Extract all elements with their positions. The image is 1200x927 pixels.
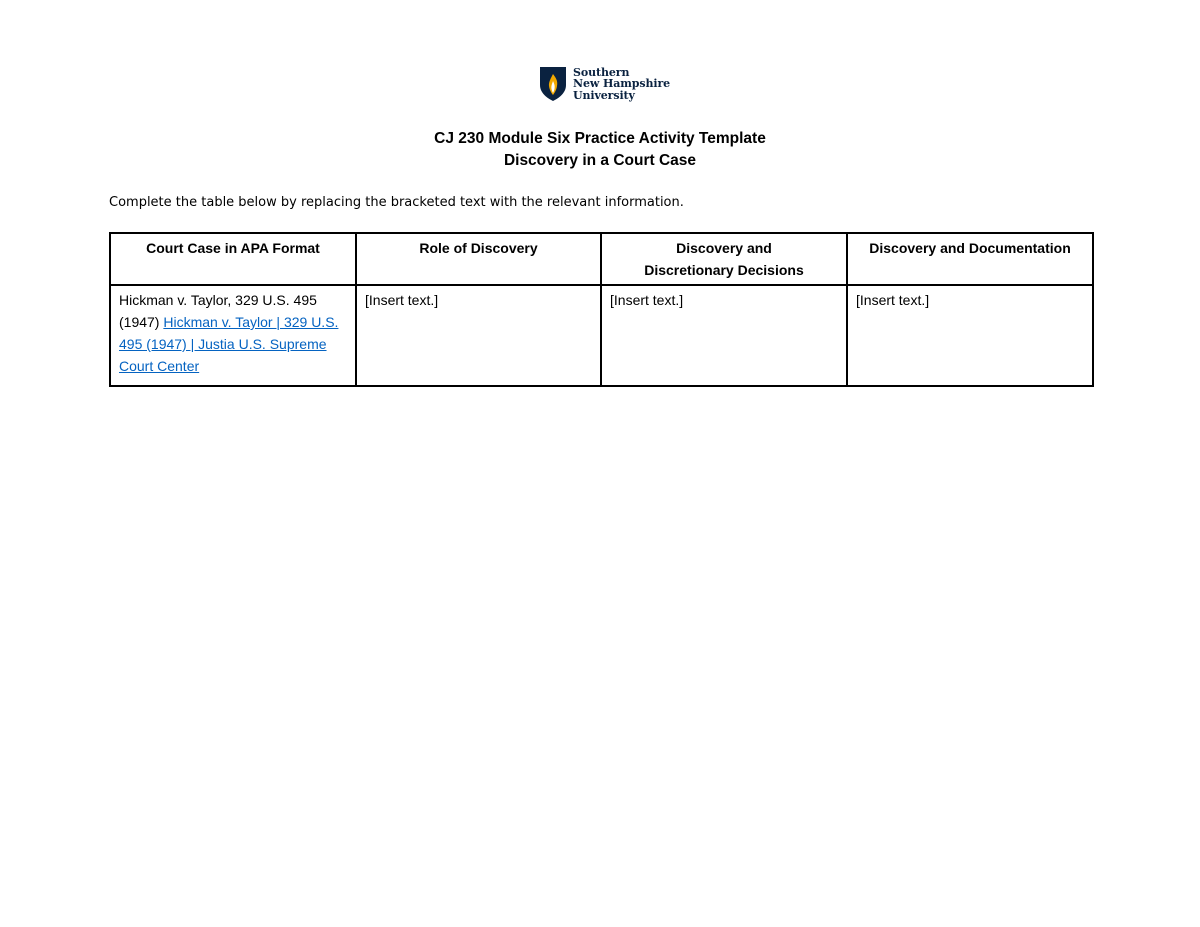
case-citation-text: Hickman v. Taylor, 329 U.S. 495 (1947): [119, 292, 317, 330]
logo-wordmark: [573, 67, 670, 102]
discovery-table: [109, 232, 1094, 387]
header-discretionary-line-2: Discretionary Decisions: [644, 262, 804, 278]
cell-discretionary-decisions[interactable]: [Insert text.]: [601, 285, 847, 386]
header-discretionary-decisions: [601, 233, 847, 285]
shield-flame-icon: [539, 66, 567, 102]
cell-court-case: [110, 285, 356, 386]
document-title: [0, 128, 1200, 172]
header-role-of-discovery: Role of Discovery: [356, 233, 601, 285]
header-discretionary-line-1: Discovery and: [676, 240, 772, 256]
logo-line-2: New Hampshire: [573, 77, 671, 91]
logo-line-3: University: [573, 88, 635, 102]
case-link[interactable]: Hickman v. Taylor | 329 U.S. 495 (1947) | Justia U.S. Supreme Court Center: [119, 314, 339, 374]
table-header-row: [110, 233, 1093, 285]
table-row: [110, 285, 1093, 386]
instructions-text: Complete the table below by replacing the bracketed text with the relevant information.: [109, 195, 684, 210]
header-documentation: Discovery and Documentation: [847, 233, 1093, 285]
title-line-2: Discovery in a Court Case: [503, 152, 697, 169]
logo-line-1: Southern: [573, 65, 630, 79]
title-line-1: CJ 230 Module Six Practice Activity Template: [434, 130, 766, 147]
header-court-case: Court Case in APA Format: [110, 233, 356, 285]
snhu-logo: [539, 64, 674, 104]
cell-role-of-discovery[interactable]: [Insert text.]: [356, 285, 601, 386]
cell-documentation[interactable]: [Insert text.]: [847, 285, 1093, 386]
